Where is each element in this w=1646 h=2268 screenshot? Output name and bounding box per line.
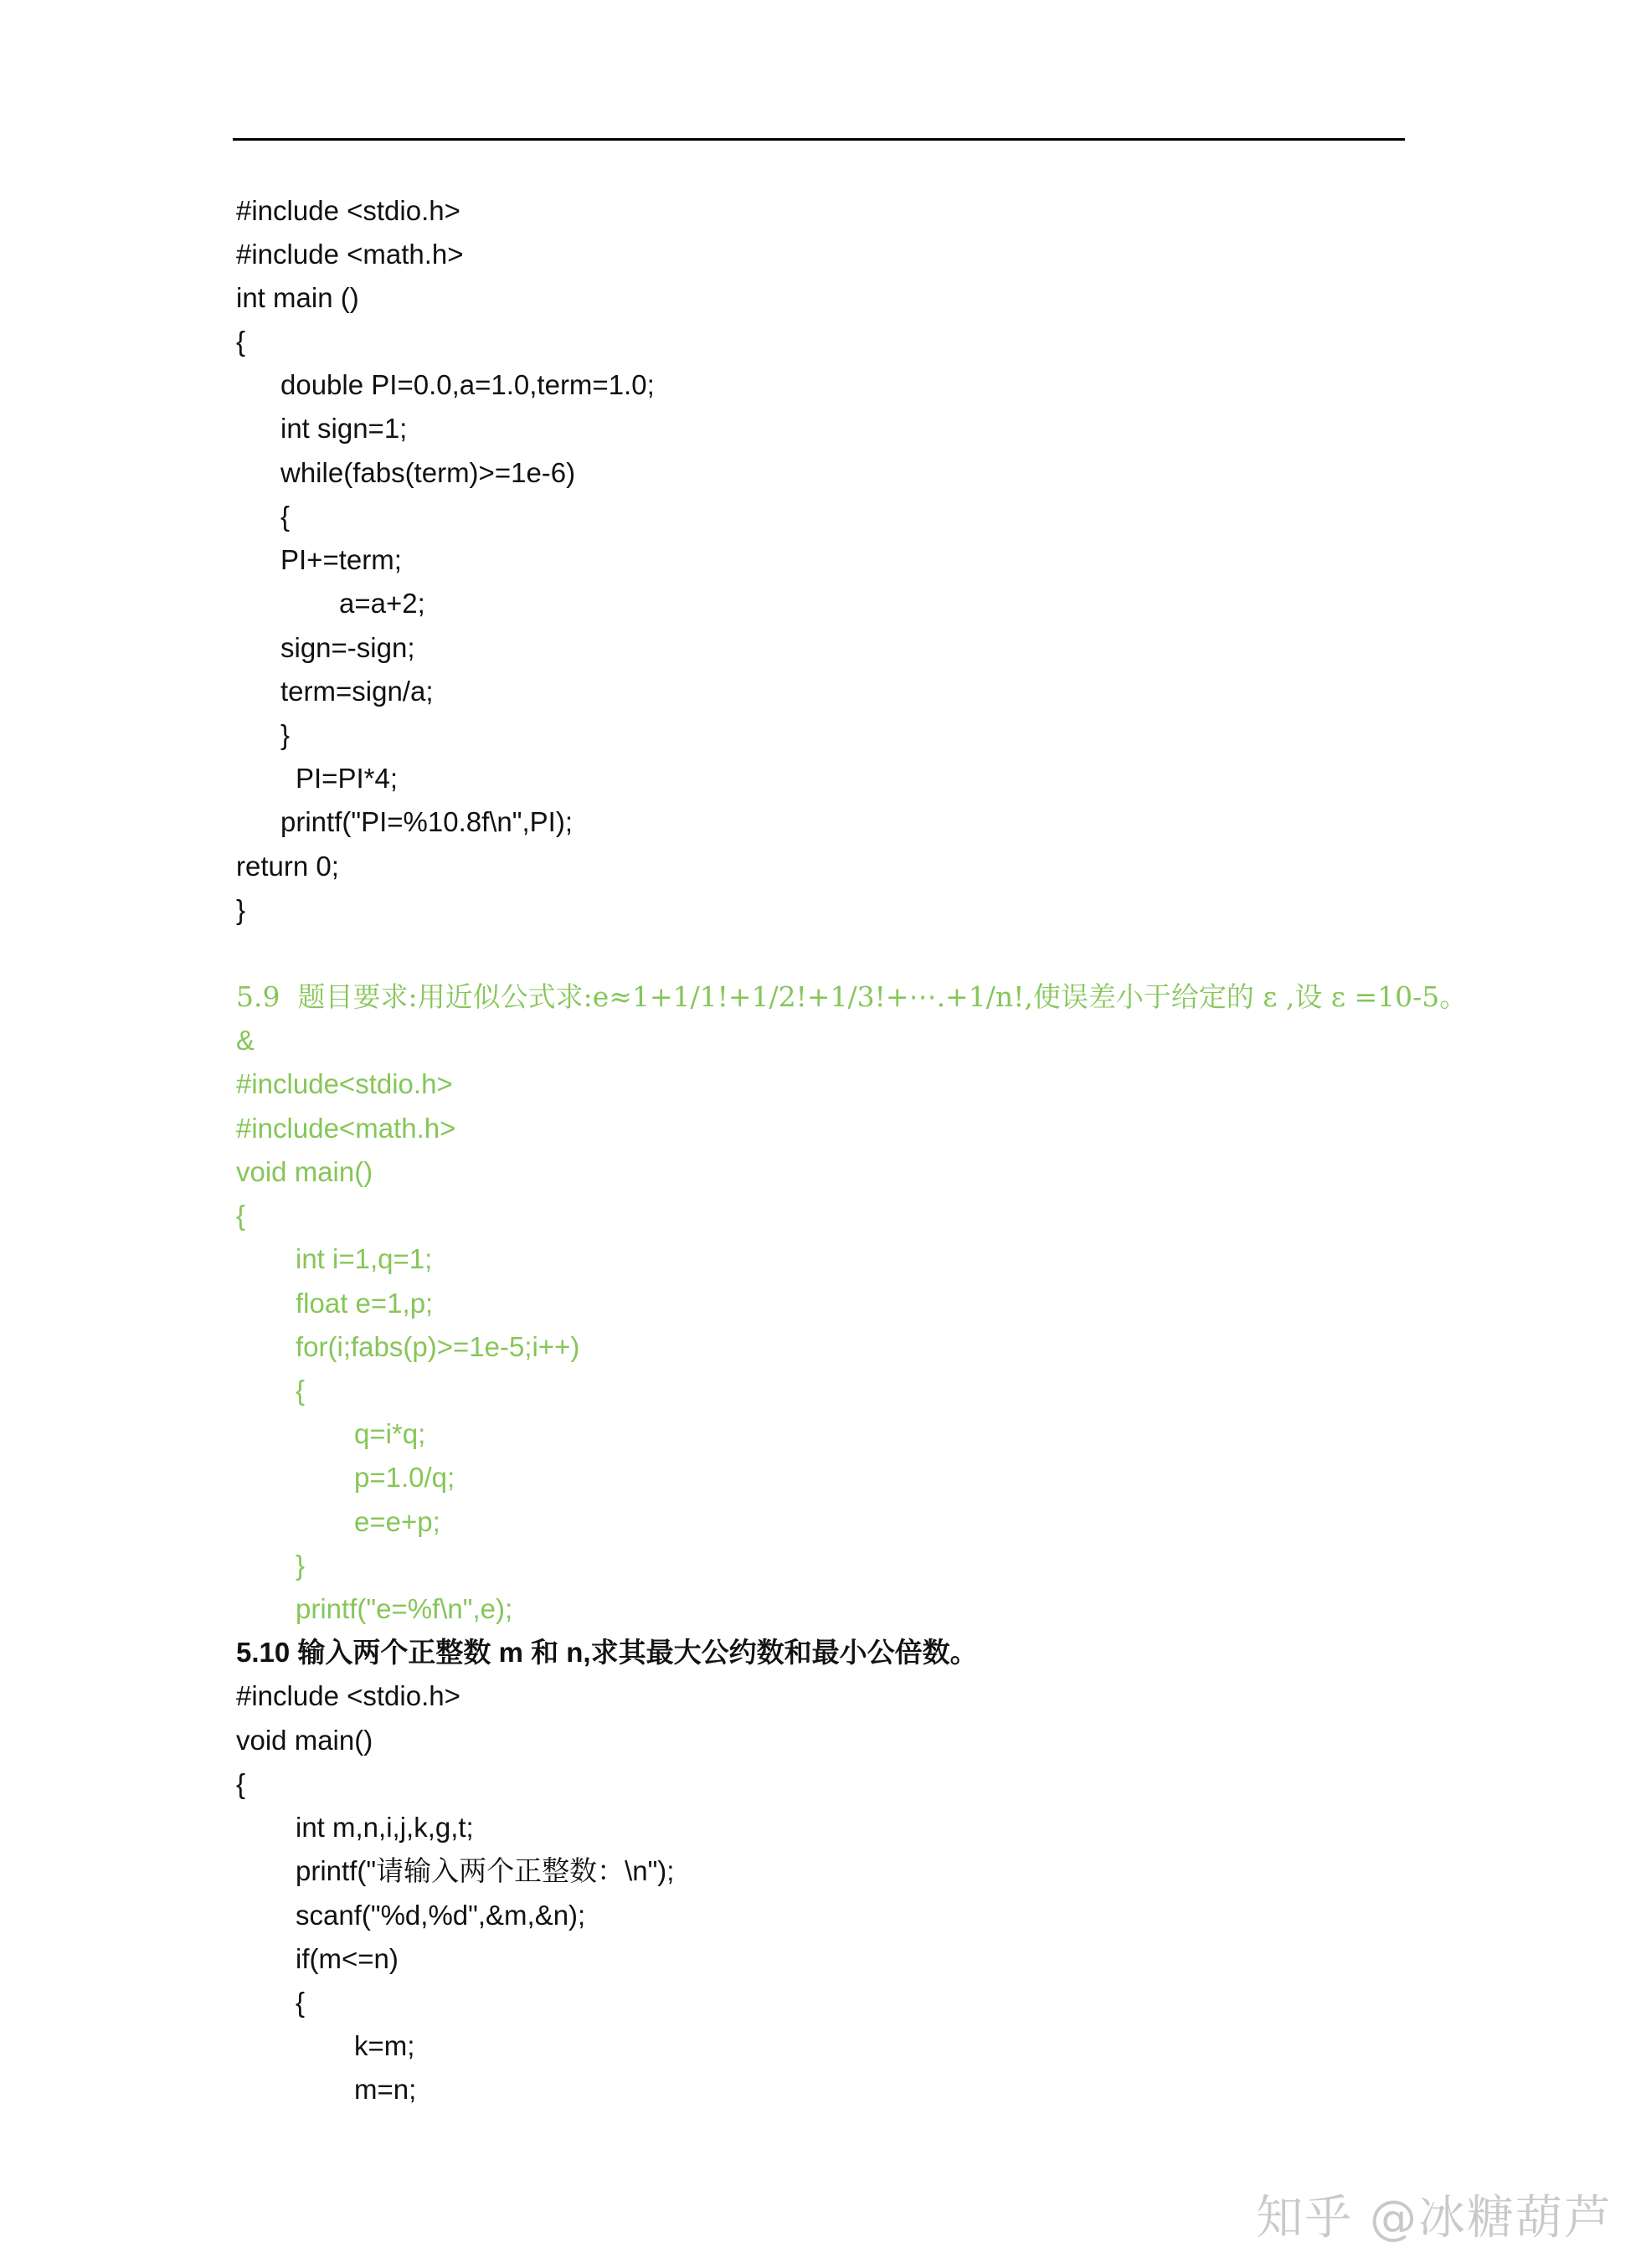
section-5-9-marker: & [236, 1025, 255, 1056]
code-line: printf("请输入两个正整数：\n"); [296, 1855, 675, 1886]
code-line: p=1.0/q; [354, 1462, 455, 1493]
section-5-10-heading: 5.10 输入两个正整数 m 和 n,求其最大公约数和最小公倍数。 [236, 1637, 978, 1668]
code-line: { [236, 1768, 246, 1799]
code-line: #include <stdio.h> [236, 195, 460, 226]
code-line: for(i;fabs(p)>=1e-5;i++) [296, 1331, 580, 1362]
code-line: term=sign/a; [280, 676, 434, 707]
code-line: int main () [236, 282, 359, 313]
section-5-9-heading: 5.9 题目要求:用近似公式求:e≈1+1/1!+1/2!+1/3!+⋯.+1/n!,使误差小于给定的 ε ,设 ε =10-5。 [236, 980, 1468, 1013]
code-line: #include <stdio.h> [236, 1680, 460, 1711]
code-line: int i=1,q=1; [296, 1243, 433, 1274]
code-line: m=n; [354, 2074, 417, 2105]
code-line: scanf("%d,%d",&m,&n); [296, 1900, 586, 1931]
code-line: #include<math.h> [236, 1113, 456, 1144]
code-line: } [296, 1550, 306, 1581]
code-line: int sign=1; [280, 413, 408, 444]
code-line: } [236, 894, 246, 925]
code-line: q=i*q; [354, 1418, 426, 1449]
code-line: int m,n,i,j,k,g,t; [296, 1812, 474, 1843]
code-line: { [236, 1200, 246, 1231]
code-line: void main() [236, 1156, 373, 1187]
code-line: k=m; [354, 2030, 415, 2061]
code-line: #include<stdio.h> [236, 1068, 453, 1099]
code-line: { [296, 1987, 306, 2018]
code-line: sign=-sign; [280, 632, 415, 663]
code-line: printf("PI=%10.8f\n",PI); [280, 806, 573, 837]
code-line: PI=PI*4; [296, 763, 398, 794]
code-line: PI+=term; [280, 544, 402, 575]
code-line: float e=1,p; [296, 1288, 434, 1319]
code-line: { [280, 501, 291, 532]
code-line: printf("e=%f\n",e); [296, 1593, 513, 1624]
code-line: } [280, 719, 291, 750]
code-line: return 0; [236, 851, 339, 882]
code-line: double PI=0.0,a=1.0,term=1.0; [280, 369, 655, 400]
header-rule [233, 138, 1405, 141]
code-line: { [236, 326, 246, 357]
code-line: #include <math.h> [236, 239, 464, 270]
code-line: e=e+p; [354, 1506, 440, 1537]
code-line: a=a+2; [339, 588, 425, 619]
code-line: if(m<=n) [296, 1943, 399, 1974]
code-line: void main() [236, 1725, 373, 1756]
watermark: 知乎 @冰糖葫芦 [1256, 2191, 1613, 2245]
code-line: { [296, 1375, 306, 1406]
code-line: while(fabs(term)>=1e-6) [280, 457, 576, 488]
